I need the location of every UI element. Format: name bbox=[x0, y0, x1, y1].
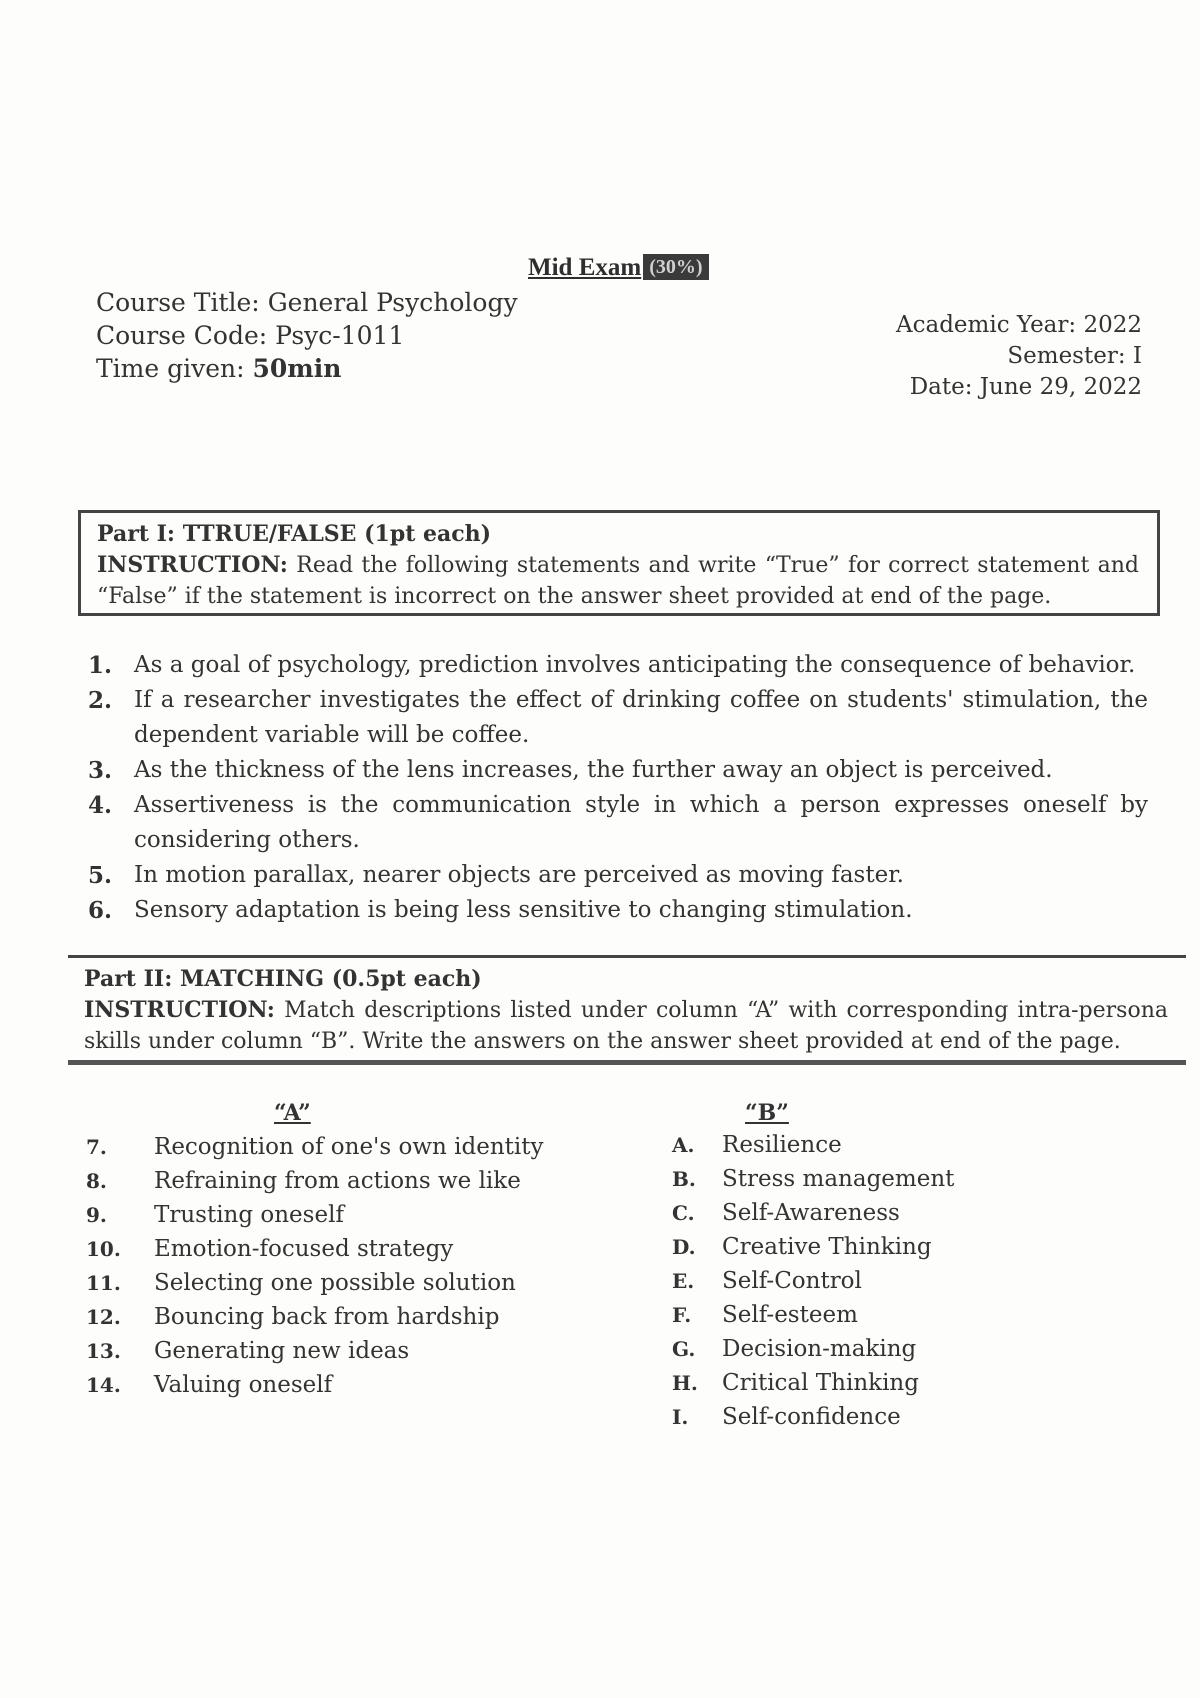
term-info bbox=[896, 310, 1142, 403]
column-b-item bbox=[672, 1264, 1032, 1298]
question-item bbox=[88, 648, 1148, 683]
column-a-text: Trusting oneself bbox=[154, 1202, 344, 1228]
exam-date: June 29, 2022 bbox=[979, 374, 1142, 400]
time-given: 50min bbox=[252, 354, 342, 383]
column-a-number: 14. bbox=[86, 1373, 121, 1397]
question-number: 5. bbox=[88, 862, 113, 889]
question-number: 1. bbox=[88, 652, 113, 679]
course-code: Psyc-1011 bbox=[275, 321, 405, 350]
column-a-item bbox=[86, 1232, 606, 1266]
column-b-letter: I. bbox=[672, 1405, 689, 1429]
column-b-item bbox=[672, 1332, 1032, 1366]
column-a-text: Refraining from actions we like bbox=[154, 1168, 521, 1194]
column-a-number: 11. bbox=[86, 1271, 121, 1295]
column-b-list bbox=[672, 1128, 1032, 1434]
column-b-item bbox=[672, 1230, 1032, 1264]
column-b-letter: D. bbox=[672, 1235, 696, 1259]
question-item bbox=[88, 753, 1148, 788]
part1-instruction-text: Read the following statements and write “True” for correct statement and “False” if the statement is incorrect on the answer sheet provided at end of the page. bbox=[97, 553, 1139, 609]
question-number: 2. bbox=[88, 687, 113, 714]
column-b-letter: B. bbox=[672, 1167, 696, 1191]
question-item bbox=[88, 858, 1148, 893]
question-text: Assertiveness is the communication style in which a person expresses oneself by considering others. bbox=[134, 792, 1148, 853]
column-a-item bbox=[86, 1164, 606, 1198]
column-a-text: Generating new ideas bbox=[154, 1338, 410, 1364]
question-item bbox=[88, 893, 1148, 928]
column-b-text: Self-confidence bbox=[722, 1404, 901, 1430]
question-text: Sensory adaptation is being less sensitive to changing stimulation. bbox=[134, 897, 913, 923]
true-false-questions bbox=[88, 648, 1148, 928]
part2-heading: Part II: MATCHING (0.5pt each) bbox=[84, 966, 482, 992]
exam-title bbox=[528, 254, 709, 282]
column-b-text: Self-Control bbox=[722, 1268, 862, 1294]
semester-label: Semester: bbox=[1007, 343, 1126, 369]
column-b-letter: E. bbox=[672, 1269, 695, 1293]
question-text: As a goal of psychology, prediction involves anticipating the consequence of behavior. bbox=[134, 652, 1136, 678]
column-a-number: 10. bbox=[86, 1237, 121, 1261]
part2-instruction-box bbox=[68, 955, 1186, 1065]
academic-year: 2022 bbox=[1083, 312, 1142, 338]
question-number: 6. bbox=[88, 897, 113, 924]
column-a-item bbox=[86, 1266, 606, 1300]
column-a-number: 7. bbox=[86, 1135, 107, 1159]
date-label: Date: bbox=[909, 374, 973, 400]
part1-instruction bbox=[97, 550, 1139, 612]
course-title: General Psychology bbox=[267, 288, 518, 317]
column-a-number: 13. bbox=[86, 1339, 121, 1363]
part2-instruction bbox=[84, 995, 1168, 1057]
column-b-text: Self-esteem bbox=[722, 1302, 858, 1328]
column-a-text: Selecting one possible solution bbox=[154, 1270, 516, 1296]
academic-year-label: Academic Year: bbox=[895, 312, 1077, 338]
course-code-row bbox=[96, 319, 518, 352]
part2-instruction-label: INSTRUCTION: bbox=[84, 997, 275, 1023]
course-title-label: Course Title: bbox=[96, 288, 260, 317]
column-a-number: 8. bbox=[86, 1169, 107, 1193]
question-text: In motion parallax, nearer objects are perceived as moving faster. bbox=[134, 862, 904, 888]
column-a-item bbox=[86, 1130, 606, 1164]
column-b-letter: H. bbox=[672, 1371, 698, 1395]
course-info bbox=[96, 286, 518, 385]
part2-instruction-text: Match descriptions listed under column “A” with corresponding intra-persona skills under column “B”. Write the answers on the answer sheet provided at end of the page. bbox=[84, 998, 1168, 1054]
question-text: As the thickness of the lens increases, the further away an object is perceived. bbox=[134, 757, 1053, 783]
column-a-text: Recognition of one's own identity bbox=[154, 1134, 544, 1160]
column-b-letter: F. bbox=[672, 1303, 692, 1327]
column-b-text: Creative Thinking bbox=[722, 1234, 932, 1260]
column-a-number: 9. bbox=[86, 1203, 107, 1227]
semester-row bbox=[896, 341, 1142, 372]
semester: I bbox=[1132, 343, 1142, 369]
column-a-item bbox=[86, 1198, 606, 1232]
column-a-text: Valuing oneself bbox=[154, 1372, 333, 1398]
exam-title-text: Mid Exam bbox=[528, 254, 642, 281]
column-a-number: 12. bbox=[86, 1305, 121, 1329]
column-b-item bbox=[672, 1162, 1032, 1196]
academic-year-row bbox=[896, 310, 1142, 341]
column-b-item bbox=[672, 1196, 1032, 1230]
date-row bbox=[896, 372, 1142, 403]
column-a-item bbox=[86, 1334, 606, 1368]
part1-instruction-box bbox=[78, 510, 1160, 616]
column-a-text: Emotion-focused strategy bbox=[154, 1236, 454, 1262]
column-a-text: Bouncing back from hardship bbox=[154, 1304, 500, 1330]
question-text: If a researcher investigates the effect of drinking coffee on students' stimulation, the dependent variable will be coffee. bbox=[134, 687, 1148, 748]
column-a-item bbox=[86, 1368, 606, 1402]
exam-weight: (30%) bbox=[643, 254, 708, 280]
course-code-label: Course Code: bbox=[96, 321, 268, 350]
column-a-list bbox=[86, 1130, 606, 1402]
part1-instruction-label: INSTRUCTION: bbox=[97, 552, 288, 578]
column-b-item bbox=[672, 1298, 1032, 1332]
question-item bbox=[88, 683, 1148, 753]
column-b-item bbox=[672, 1400, 1032, 1434]
question-number: 3. bbox=[88, 757, 113, 784]
time-given-row bbox=[96, 352, 518, 385]
column-b-letter: G. bbox=[672, 1337, 696, 1361]
column-b-text: Stress management bbox=[722, 1166, 955, 1192]
time-given-label: Time given: bbox=[96, 354, 245, 383]
question-item bbox=[88, 788, 1148, 858]
column-a-heading: “A” bbox=[274, 1100, 311, 1126]
course-title-row bbox=[96, 286, 518, 319]
part1-heading: Part I: TTRUE/FALSE (1pt each) bbox=[97, 521, 492, 547]
column-b-letter: C. bbox=[672, 1201, 695, 1225]
column-a-item bbox=[86, 1300, 606, 1334]
column-b-item bbox=[672, 1366, 1032, 1400]
question-number: 4. bbox=[88, 792, 113, 819]
column-b-text: Resilience bbox=[722, 1132, 842, 1158]
column-b-text: Decision-making bbox=[722, 1336, 917, 1362]
column-b-letter: A. bbox=[672, 1133, 695, 1157]
column-b-heading: “B” bbox=[745, 1100, 789, 1126]
column-b-text: Critical Thinking bbox=[722, 1370, 919, 1396]
column-b-item bbox=[672, 1128, 1032, 1162]
column-b-text: Self-Awareness bbox=[722, 1200, 900, 1226]
